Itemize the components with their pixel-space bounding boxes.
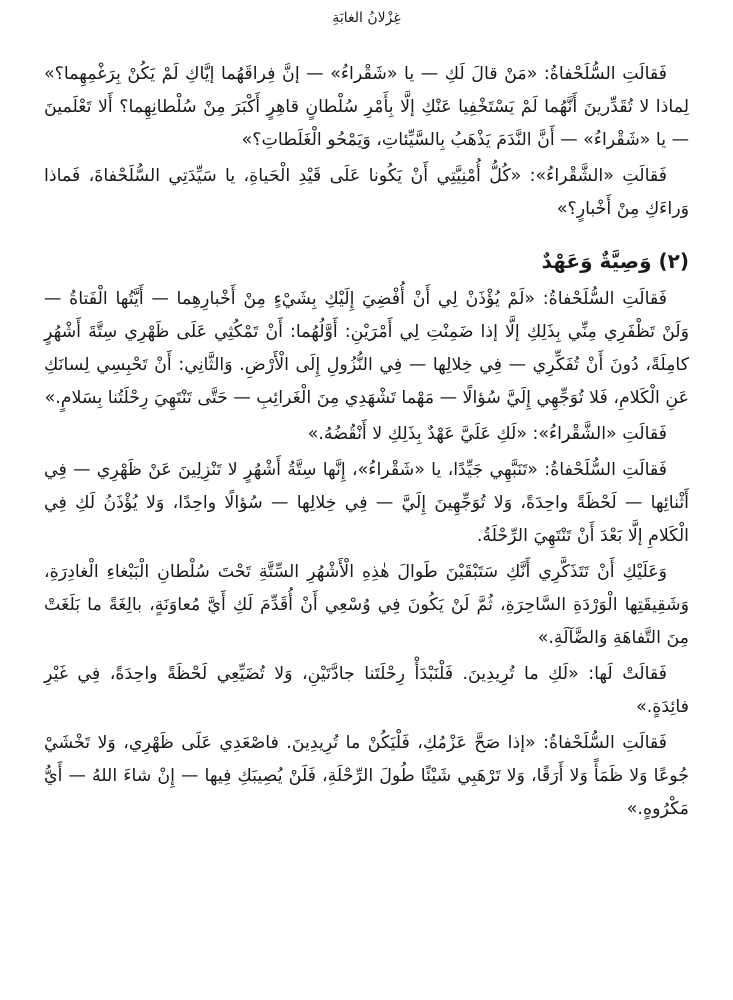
paragraph: فَقالَتِ السُّلَحْفاةُ: «لَمْ يُؤْذَنْ لِي أَنْ أُفْضِيَ إِلَيْكِ بِشَيْءٍ مِنْ أَخْبارِهِما — أَيَّتُها الْفَتاةُ — وَلَنْ تَظْفَرِي مِنِّي بِذَلِكِ إلَّا إذا ضَمِنْتِ لِي أَمْرَيْنِ: أَوَّلُهُما: أَنْ تَمْكُثِي عَلَى ظَهْرِي سِتَّةَ أَشْهُرٍ كامِلَةً، دُونَ أَنْ تُفَكِّرِي — فِي خِلالِها — فِي النُّزُولِ إِلَى الْأَرْضِ. وَالثَّانِي: أَنْ تَحْبِسِي لِسانَكِ عَنِ الْكَلامِ، فَلا تُوَجِّهِي إِلَيَّ سُؤالًا — مَهْما تَشْهَدِي مِنَ الْغَرائِبِ — حَتَّى تَنْتَهِيَ رِحْلَتُنا بِسَلامٍ.» xyxy=(44,289,689,408)
paragraph: وَعَلَيْكِ أَنْ تَتَذَكَّرِي أَنَّكِ سَتَبْقَيْنَ طَوالَ هٰذِهِ الْأَشْهُرِ السِّتَّةِ تَحْتَ سُلْطانِ الْبَبْغاءِ الْغادِرَةِ، وَشَقِيقَتِها الْوَرْدَةِ السَّاحِرَةِ، ثُمَّ لَنْ يَكُونَ فِي وُسْعِي أَنْ أُقَدِّمَ لَكِ أَيَّ مُعاوَنَةٍ، بالِغَةً ما بَلَغَتْ مِنَ التَّفاهَةِ وَالضَّآلَةِ.» xyxy=(44,562,689,648)
book-page xyxy=(44,0,689,1000)
section-heading: (٢) وَصِيَّةٌ وَعَهْدٌ xyxy=(541,249,689,273)
paragraph: فَقالَتِ «الشَّقْراءُ»: «لَكِ عَلَيَّ عَهْدٌ بِذَلِكِ لا أَنْقُضُهُ.» xyxy=(307,424,667,444)
running-header: غِزْلانُ الغابَةِ xyxy=(332,10,401,26)
paragraph: فَقالَتِ السُّلَحْفاةُ: «إذا صَحَّ عَزْمُكِ، فَلْيَكُنْ ما تُرِيدِينَ. فاصْعَدِي عَلَى ظَهْرِي، وَلا تَخْشَيْ جُوعًا وَلا ظَمَأً وَلا أَرَقًا، وَلا تَرْهَبِي شَيْئًا طُولَ الرِّحْلَةِ، فَلَنْ يُصِيبَكِ فِيها — إِنْ شاءَ اللهُ — أَيُّ مَكْرُوهٍ.» xyxy=(44,733,689,819)
paragraph: فَقالَتْ لَها: «لَكِ ما تُرِيدِينَ. فَلْنَبْدَأْ رِحْلَتَنا جادَّتَيْنِ، وَلا تُضَيِّعِي لَحْظَةً واحِدَةً، فِي غَيْرِ فائِدَةٍ.» xyxy=(44,664,689,717)
page-body xyxy=(44,58,689,829)
paragraph: فَقالَتِ «الشَّقْراءُ»: «كُلُّ أُمْنِيَّتِي أَنْ يَكُونا عَلَى قَيْدِ الْحَياةِ، يا سَيِّدَتِي السُّلَحْفاةَ، فَماذا وَراءَكِ مِنْ أَخْبارٍ؟» xyxy=(44,166,689,219)
paragraph: فَقالَتِ السُّلَحْفاةُ: «مَنْ قالَ لَكِ — يا «شَقْراءُ» — إنَّ فِراقَهُما إيَّاكِ لَمْ يَكُنْ بِرَغْمِهِما؟» لِماذا لا تُقَدِّرينَ أَنَّهُما لَمْ يَسْتَخْفِيا عَنْكِ إلَّا بِأَمْرِ سُلْطانٍ قاهِرٍ أَكْبَرَ مِنْ سُلْطانِهِما؟ أَلا تَعْلَمينَ — يا «شَقْراءُ» — أَنَّ النَّدَمَ يَذْهَبُ بِالسَّيِّئاتِ، وَيَمْحُو الْغَلَطاتِ؟» xyxy=(44,64,689,150)
paragraph: فَقالَتِ السُّلَحْفاةُ: «تَنَبَّهِي جَيِّدًا، يا «شَقْراءُ»، إِنَّها سِتَّةُ أَشْهُرٍ لا تَنْزِلِينَ عَنْ ظَهْرِي — فِي أَثْنائِها — لَحْظَةً واحِدَةً، وَلا تُوَجِّهِينَ إِلَيَّ — فِي خِلالِها — سُؤالًا واحِدًا، وَلا يُؤْذَنُ لَكِ فِي الْكَلامِ إلَّا بَعْدَ أَنْ تَنْتَهِيَ الرِّحْلَةُ. xyxy=(44,460,689,546)
